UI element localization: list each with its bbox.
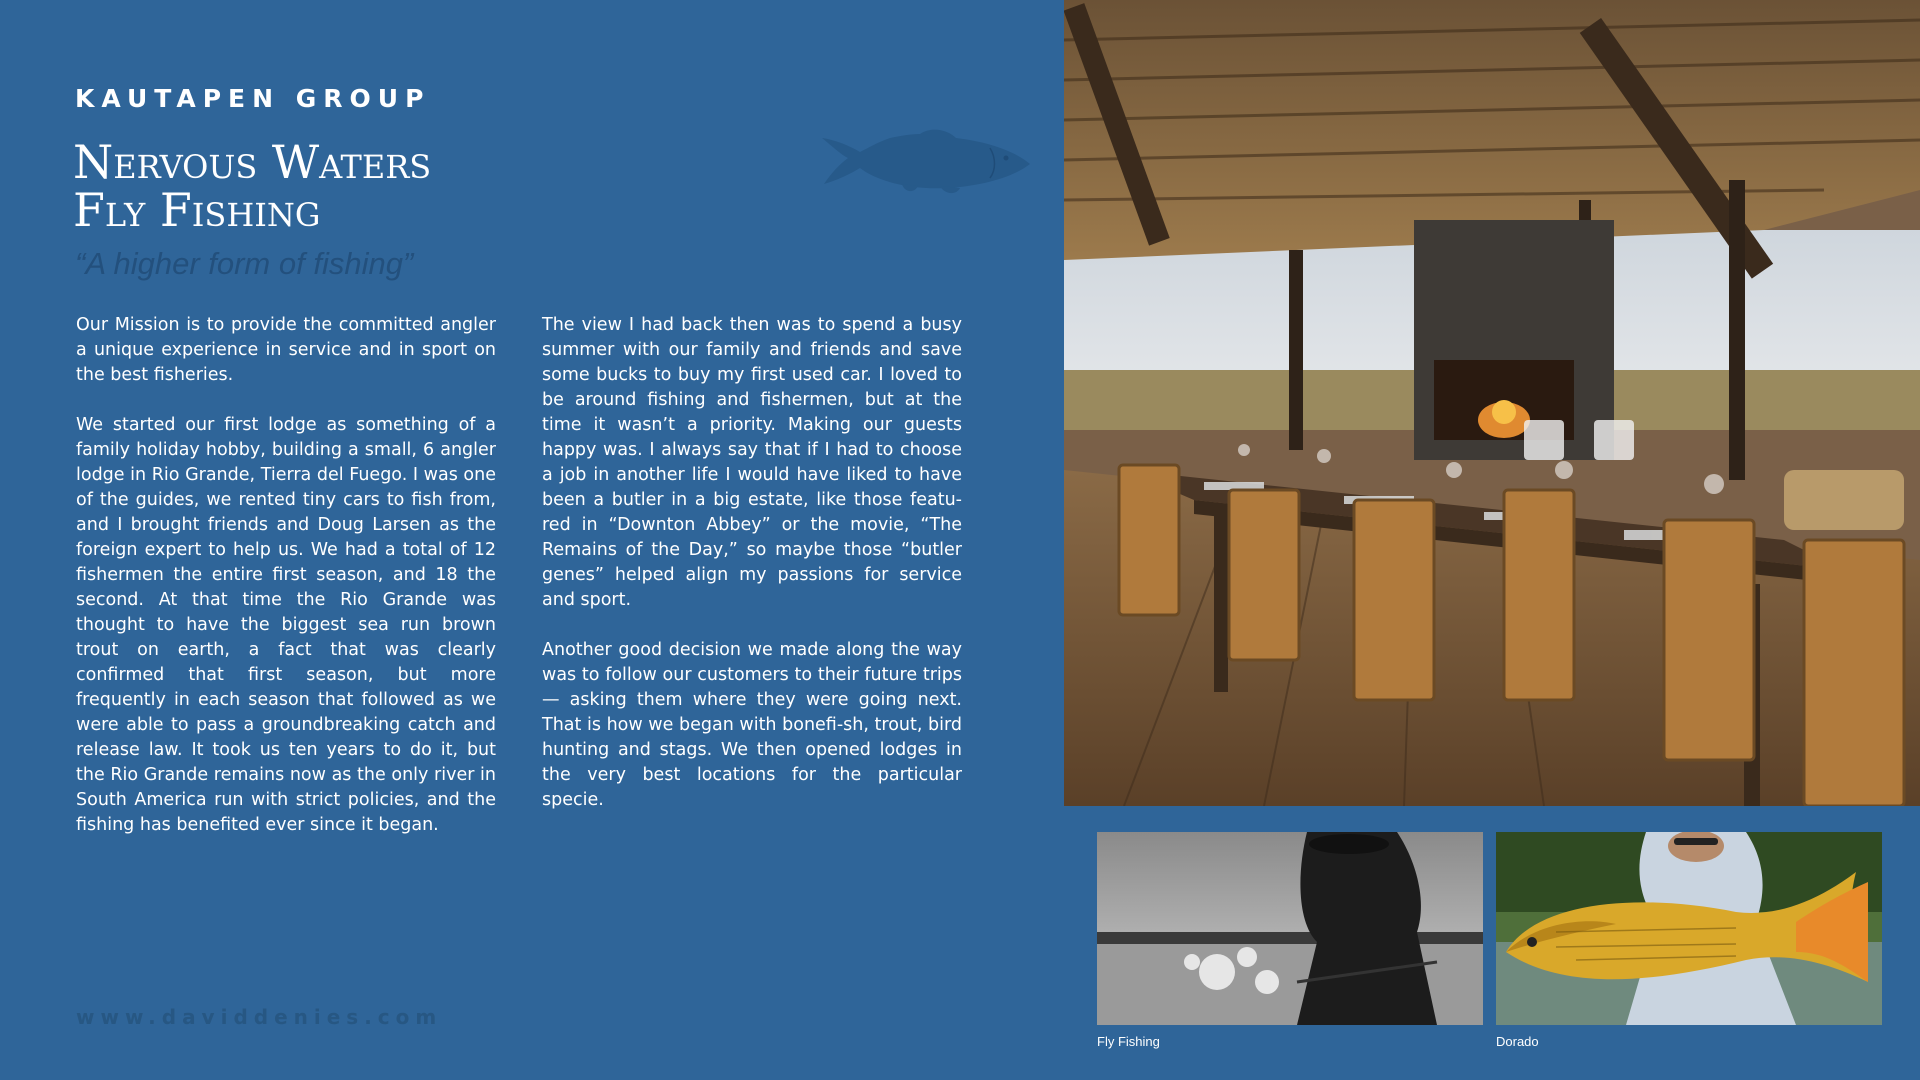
dorado-photo xyxy=(1496,832,1882,1025)
photo-caption: Dorado xyxy=(1496,1034,1539,1049)
photo-caption: Fly Fishing xyxy=(1097,1034,1160,1049)
paragraph: The view I had back then was to spend a busy summer with our family and friends and save some bucks to buy my first used car. I loved to be around fishing and fishermen, but at the time it wasn’t a priority. Making our guests happy was. I always say that if I had to choose a job in another life I would have liked to have been a butler in a big estate, like those featu-red in “Downton Abbey” or the movie, “The Remains of the Day,” so maybe those “butler genes” helped align my passions for service and sport. xyxy=(542,315,962,610)
paragraph: Another good decision we made along the way was to follow our customers to their future trips — asking them where they were going next. That is how we began with bonefi-sh, trout, bird hunting and stags. We then opened lodges in the very best locations for the particular specie. xyxy=(542,640,962,810)
fish-icon xyxy=(820,128,1032,196)
title-line-2: Fly Fishing xyxy=(73,183,321,237)
brand-heading: KAUTAPEN GROUP xyxy=(75,84,431,113)
lodge-dining-room-photo xyxy=(1064,0,1920,806)
paragraph: We started our first lodge as something of a family holiday hobby, building a small, 6 angler lodge in Rio Grande, Tierra del Fuego. I was one of the guides, we rented tiny cars to fish from, and I brought friends and Doug Larsen as the foreign expert to help us. We had a total of 12 fishermen the entire first season, and 18 the second. At that time the Rio Grande was thought to have the biggest sea run brown trout on earth, a fact that was clearly confirmed that first season, but more frequently in each season that followed as we were able to pass a groundbreaking catch and release law. It took us ten years to do it, but the Rio Grande remains now as the only river in South America run with strict policies, and the fishing has benefited ever since it began. xyxy=(76,415,496,835)
tagline: “A higher form of fishing” xyxy=(75,246,414,281)
text-column-left xyxy=(76,313,496,863)
fly-fishing-photo xyxy=(1097,832,1483,1025)
website-url: www.daviddenies.com xyxy=(76,1005,443,1029)
page-title xyxy=(73,135,633,237)
paragraph: Our Mission is to provide the committed angler a unique experience in service and in sport on the best fisheries. xyxy=(76,315,496,385)
title-line-1: Nervous Waters xyxy=(73,135,432,189)
text-column-right xyxy=(542,313,962,838)
